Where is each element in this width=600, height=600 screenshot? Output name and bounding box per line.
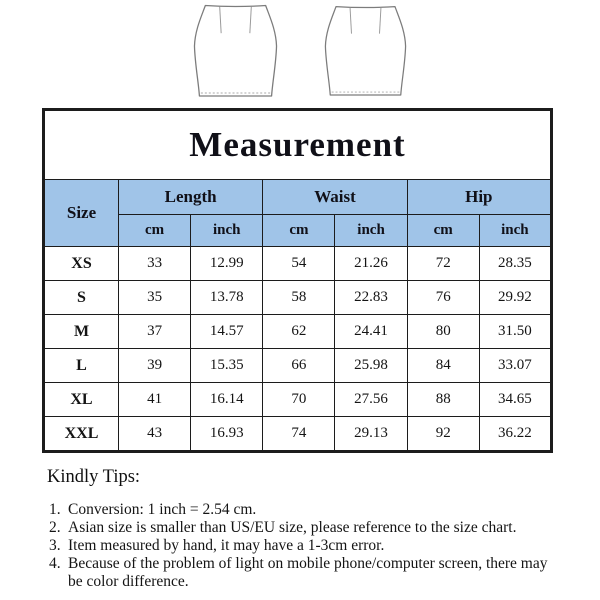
measurement-value-cell: 43 bbox=[119, 417, 191, 452]
measurement-value-cell: 74 bbox=[263, 417, 335, 452]
waist-cm-header: cm bbox=[263, 215, 335, 247]
table-unit-header-row bbox=[44, 215, 552, 247]
table-title-row bbox=[44, 110, 552, 180]
measurement-value-cell: 34.65 bbox=[479, 383, 551, 417]
size-cell: XS bbox=[44, 247, 119, 281]
table-row bbox=[44, 349, 552, 383]
measurement-value-cell: 62 bbox=[263, 315, 335, 349]
tip-text: Because of the problem of light on mobile phone/computer screen, there may be color difference. bbox=[68, 555, 548, 590]
hip-cm-header: cm bbox=[407, 215, 479, 247]
measurement-value-cell: 14.57 bbox=[191, 315, 263, 349]
table-row bbox=[44, 315, 552, 349]
measurement-value-cell: 41 bbox=[119, 383, 191, 417]
kindly-tips-section bbox=[47, 467, 561, 591]
hip-inch-header: inch bbox=[479, 215, 551, 247]
size-cell: S bbox=[44, 281, 119, 315]
measurement-value-cell: 29.13 bbox=[335, 417, 407, 452]
length-inch-header: inch bbox=[191, 215, 263, 247]
measurement-value-cell: 33 bbox=[119, 247, 191, 281]
measurement-value-cell: 76 bbox=[407, 281, 479, 315]
measurement-value-cell: 92 bbox=[407, 417, 479, 452]
tip-item bbox=[47, 555, 561, 591]
measurement-value-cell: 36.22 bbox=[479, 417, 551, 452]
measurement-value-cell: 37 bbox=[119, 315, 191, 349]
product-images bbox=[0, 0, 600, 102]
measurement-value-cell: 21.26 bbox=[335, 247, 407, 281]
length-group-header: Length bbox=[119, 180, 263, 215]
measurement-value-cell: 58 bbox=[263, 281, 335, 315]
skirt-front-sketch-image bbox=[192, 2, 279, 100]
table-row bbox=[44, 281, 552, 315]
measurement-value-cell: 16.93 bbox=[191, 417, 263, 452]
measurement-value-cell: 16.14 bbox=[191, 383, 263, 417]
measurement-value-cell: 35 bbox=[119, 281, 191, 315]
tip-number: 1. bbox=[49, 501, 61, 518]
measurement-value-cell: 54 bbox=[263, 247, 335, 281]
tip-item bbox=[47, 501, 561, 519]
measurement-value-cell: 66 bbox=[263, 349, 335, 383]
tip-number: 2. bbox=[49, 519, 61, 536]
length-cm-header: cm bbox=[119, 215, 191, 247]
measurement-value-cell: 24.41 bbox=[335, 315, 407, 349]
tip-item bbox=[47, 519, 561, 537]
measurement-value-cell: 29.92 bbox=[479, 281, 551, 315]
kindly-tips-heading: Kindly Tips: bbox=[47, 467, 141, 487]
size-cell: M bbox=[44, 315, 119, 349]
measurement-value-cell: 84 bbox=[407, 349, 479, 383]
measurement-value-cell: 33.07 bbox=[479, 349, 551, 383]
measurement-value-cell: 72 bbox=[407, 247, 479, 281]
table-row bbox=[44, 247, 552, 281]
tip-text: Asian size is smaller than US/EU size, please reference to the size chart. bbox=[68, 519, 517, 536]
measurement-value-cell: 88 bbox=[407, 383, 479, 417]
hip-group-header: Hip bbox=[407, 180, 551, 215]
measurement-value-cell: 27.56 bbox=[335, 383, 407, 417]
table-row bbox=[44, 383, 552, 417]
measurement-value-cell: 28.35 bbox=[479, 247, 551, 281]
measurement-table bbox=[42, 108, 553, 453]
tip-text: Conversion: 1 inch = 2.54 cm. bbox=[68, 501, 257, 518]
measurement-value-cell: 15.35 bbox=[191, 349, 263, 383]
measurement-table-body bbox=[44, 247, 552, 452]
skirt-back-sketch-image bbox=[323, 2, 408, 100]
tip-item bbox=[47, 537, 561, 555]
measurement-value-cell: 80 bbox=[407, 315, 479, 349]
measurement-value-cell: 12.99 bbox=[191, 247, 263, 281]
measurement-value-cell: 22.83 bbox=[335, 281, 407, 315]
tip-number: 3. bbox=[49, 537, 61, 554]
table-row bbox=[44, 417, 552, 452]
size-cell: L bbox=[44, 349, 119, 383]
kindly-tips-list bbox=[47, 501, 561, 591]
measurement-value-cell: 13.78 bbox=[191, 281, 263, 315]
measurement-value-cell: 39 bbox=[119, 349, 191, 383]
table-group-header-row bbox=[44, 180, 552, 215]
waist-group-header: Waist bbox=[263, 180, 407, 215]
measurement-title: Measurement bbox=[44, 110, 552, 180]
size-cell: XL bbox=[44, 383, 119, 417]
measurement-value-cell: 31.50 bbox=[479, 315, 551, 349]
tip-text: Item measured by hand, it may have a 1-3cm error. bbox=[68, 537, 385, 554]
tip-number: 4. bbox=[49, 555, 61, 572]
waist-inch-header: inch bbox=[335, 215, 407, 247]
measurement-value-cell: 70 bbox=[263, 383, 335, 417]
measurement-value-cell: 25.98 bbox=[335, 349, 407, 383]
size-cell: XXL bbox=[44, 417, 119, 452]
size-column-header: Size bbox=[44, 180, 119, 247]
